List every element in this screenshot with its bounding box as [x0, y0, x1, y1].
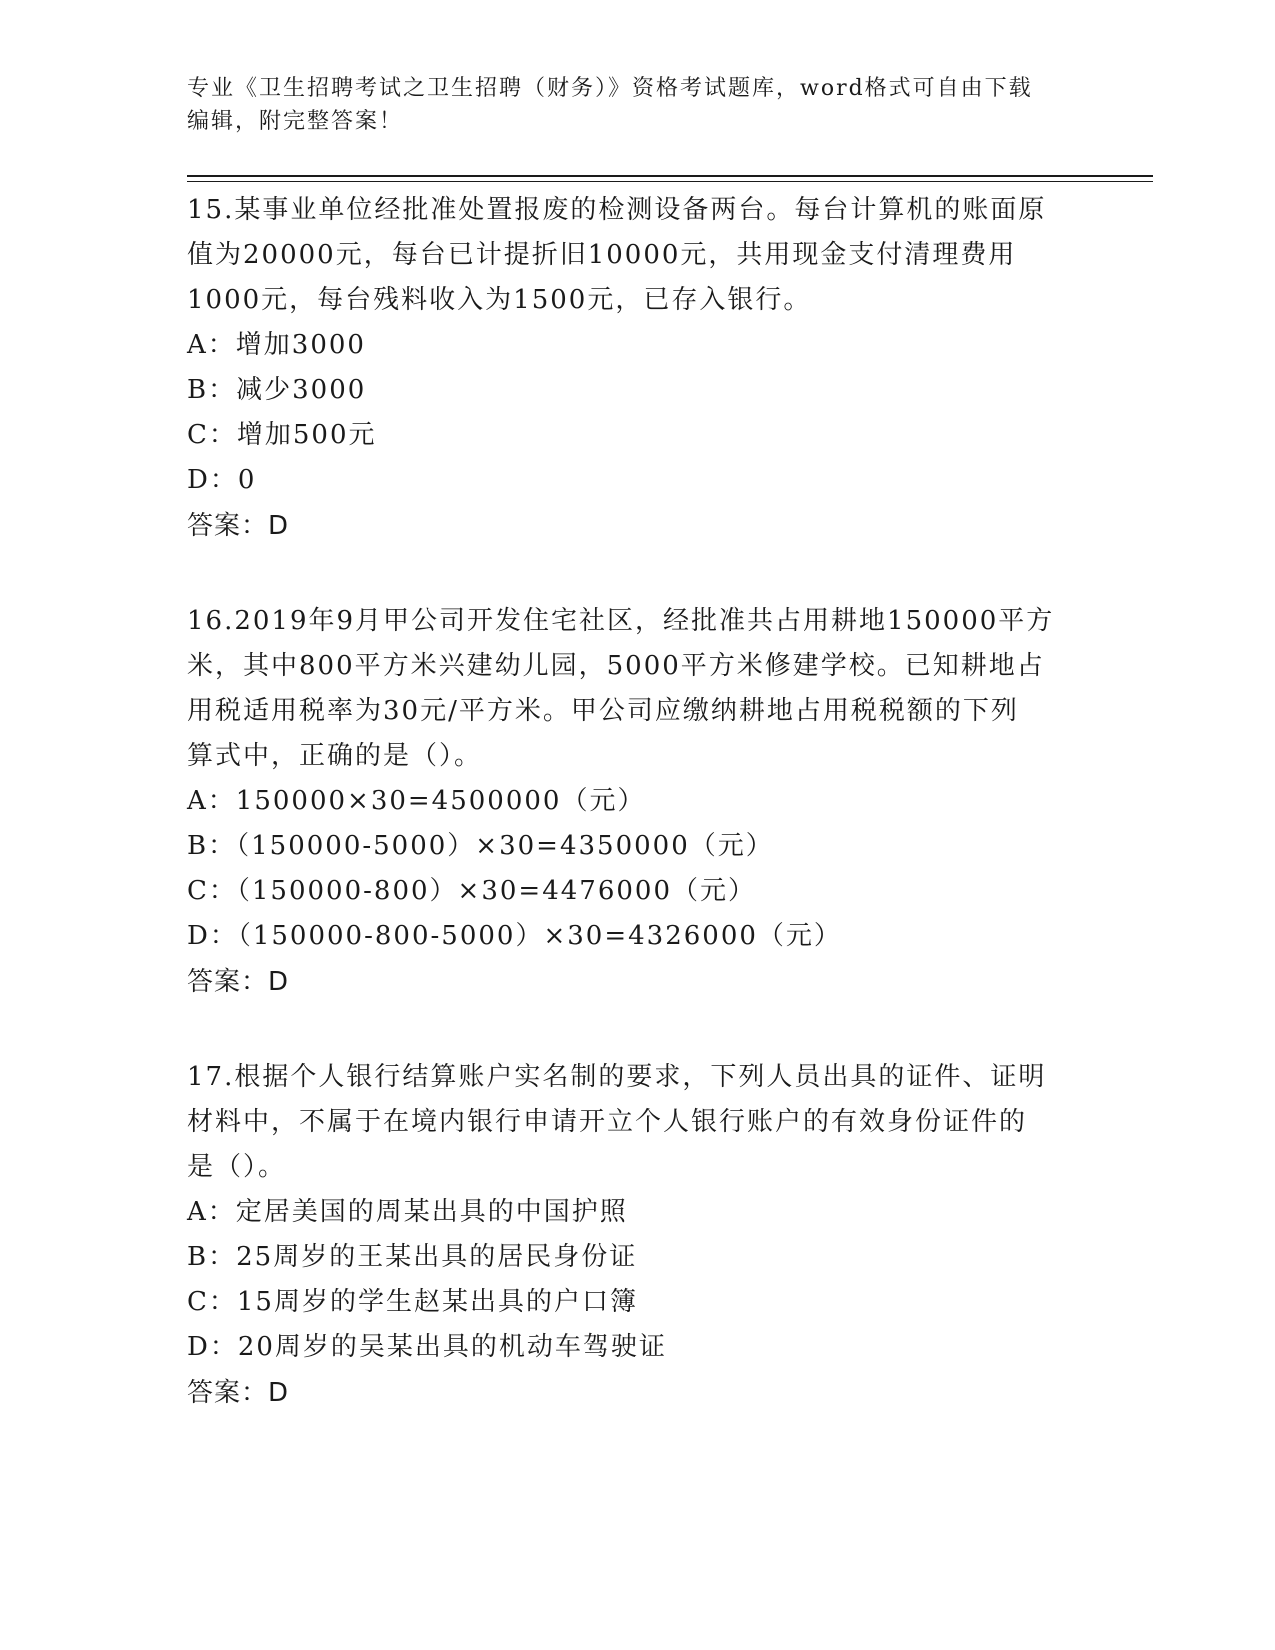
option-a: A：定居美国的周某出具的中国护照 — [187, 1197, 628, 1227]
answer-label: 答案：D — [187, 511, 290, 541]
question-stem-line: 值为20000元，每台已计提折旧10000元，共用现金支付清理费用 — [187, 240, 1017, 270]
question-stem-line: 用税适用税率为30元/平方米。甲公司应缴纳耕地占用税税额的下列 — [187, 696, 1019, 726]
option-a: A：150000×30=4500000（元） — [187, 786, 646, 816]
header-divider-thick — [187, 175, 1153, 177]
option-a: A：增加3000 — [187, 330, 366, 360]
question-stem-line: 17.根据个人银行结算账户实名制的要求，下列人员出具的证件、证明 — [187, 1062, 1047, 1092]
header-line: 专业《卫生招聘考试之卫生招聘（财务）》资格考试题库，word格式可自由下载 — [187, 76, 1033, 101]
question-stem-line: 15.某事业单位经批准处置报废的检测设备两台。每台计算机的账面原 — [187, 195, 1047, 225]
option-d: D：（150000-800-5000）×30=4326000（元） — [187, 921, 842, 951]
question-15 — [187, 188, 1087, 549]
option-d: D：0 — [187, 465, 257, 495]
header-divider-thin — [187, 181, 1153, 182]
option-b: B：减少3000 — [187, 375, 367, 405]
question-list — [187, 188, 1087, 1466]
question-stem-line: 16.2019年9月甲公司开发住宅社区，经批准共占用耕地150000平方 — [187, 606, 1055, 636]
question-17 — [187, 1055, 1087, 1416]
question-stem-line: 材料中，不属于在境内银行申请开立个人银行账户的有效身份证件的 — [187, 1107, 1028, 1137]
option-d: D：20周岁的吴某出具的机动车驾驶证 — [187, 1332, 667, 1362]
option-c: C：（150000-800）×30=4476000（元） — [187, 876, 757, 906]
answer-label: 答案：D — [187, 967, 290, 997]
header-line: 编辑，附完整答案！ — [187, 109, 404, 134]
option-b: B：（150000-5000）×30=4350000（元） — [187, 831, 774, 861]
question-stem-line: 1000元，每台残料收入为1500元，已存入银行。 — [187, 285, 812, 315]
question-stem-line: 算式中，正确的是（）。 — [187, 741, 483, 771]
question-stem-line: 是（）。 — [187, 1152, 287, 1182]
option-c: C：增加500元 — [187, 420, 377, 450]
question-16 — [187, 599, 1087, 1005]
option-c: C：15周岁的学生赵某出具的户口簿 — [187, 1287, 638, 1317]
answer-label: 答案：D — [187, 1378, 290, 1408]
question-stem-line: 米，其中800平方米兴建幼儿园，5000平方米修建学校。已知耕地占 — [187, 651, 1045, 681]
document-header — [187, 72, 1087, 138]
option-b: B：25周岁的王某出具的居民身份证 — [187, 1242, 638, 1272]
